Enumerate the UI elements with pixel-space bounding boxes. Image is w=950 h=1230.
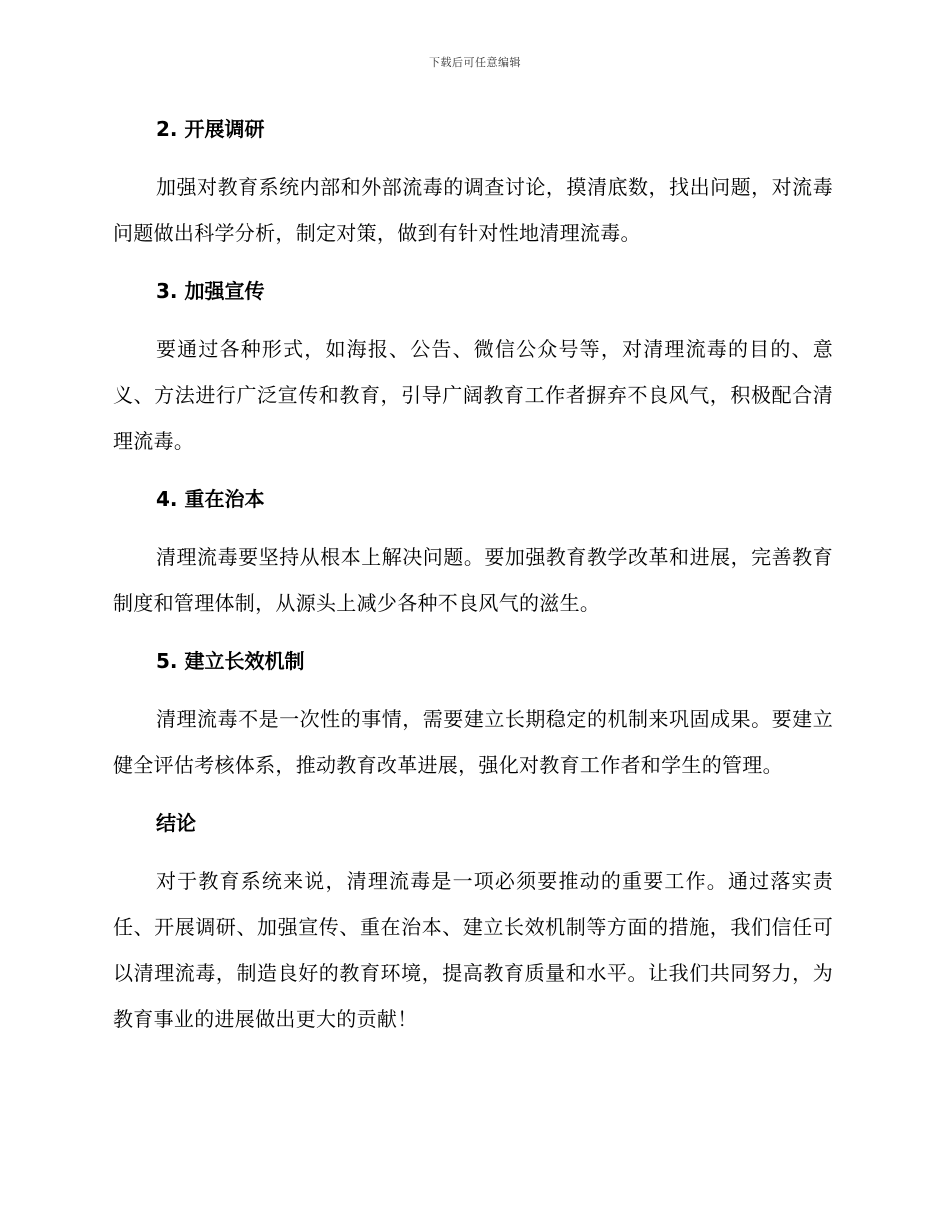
page-header-note: 下载后可任意编辑	[429, 56, 521, 69]
section-paragraph: 清理流毒要坚持从根本上解决问题。要加强教育教学改革和进展，完善教育制度和管理体制，从源头上减少各种不良风气的滋生。	[113, 545, 833, 615]
section-heading: 3. 加强宣传	[156, 279, 265, 303]
section-paragraph: 清理流毒不是一次性的事情，需要建立长期稳定的机制来巩固成果。要建立健全评估考核体系，推动教育改革进展，强化对教育工作者和学生的管理。	[113, 707, 833, 777]
section-research	[113, 108, 833, 270]
document-body	[113, 108, 833, 1042]
section-heading: 结论	[156, 811, 196, 835]
section-conclusion	[113, 802, 833, 1042]
section-paragraph: 加强对教育系统内部和外部流毒的调查讨论，摸清底数，找出问题，对流毒问题做出科学分析，制定对策，做到有针对性地清理流毒。	[113, 175, 833, 245]
section-paragraph: 要通过各种形式，如海报、公告、微信公众号等，对清理流毒的目的、意义、方法进行广泛宣传和教育，引导广阔教育工作者摒弃不良风气，积极配合清理流毒。	[113, 337, 833, 453]
section-heading: 2. 开展调研	[156, 117, 265, 141]
section-heading: 4. 重在治本	[156, 487, 265, 511]
section-long-term-mechanism	[113, 640, 833, 802]
section-heading: 5. 建立长效机制	[156, 649, 305, 673]
section-publicity	[113, 270, 833, 478]
section-paragraph: 对于教育系统来说，清理流毒是一项必须要推动的重要工作。通过落实责任、开展调研、加强宣传、重在治本、建立长效机制等方面的措施，我们信任可以清理流毒，制造良好的教育环境，提高教育质量和水平。让我们共同努力，为教育事业的进展做出更大的贡献！	[113, 869, 833, 1031]
section-root-cause	[113, 478, 833, 640]
